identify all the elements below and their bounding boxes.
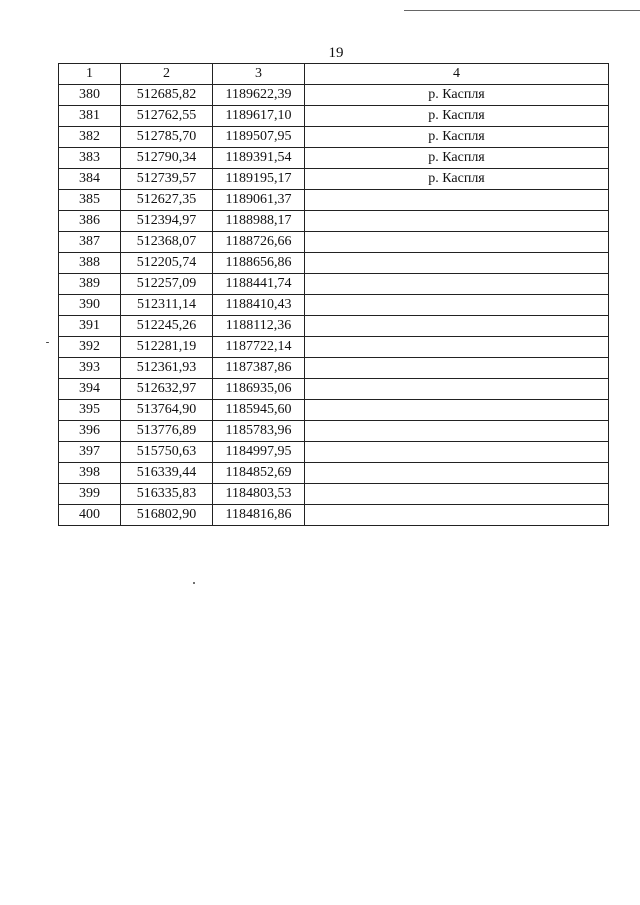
point-number-cell: 400 xyxy=(59,505,121,526)
point-number-cell: 392 xyxy=(59,337,121,358)
description-cell xyxy=(305,232,609,253)
table-row xyxy=(59,379,609,400)
x-coordinate-cell: 512361,93 xyxy=(121,358,213,379)
table-row xyxy=(59,127,609,148)
scan-speck xyxy=(46,342,49,343)
x-coordinate-cell: 513776,89 xyxy=(121,421,213,442)
point-number-cell: 380 xyxy=(59,85,121,106)
point-number-cell: 395 xyxy=(59,400,121,421)
table-row xyxy=(59,421,609,442)
description-cell xyxy=(305,421,609,442)
y-coordinate-cell: 1187387,86 xyxy=(213,358,305,379)
point-number-cell: 386 xyxy=(59,211,121,232)
point-number-cell: 389 xyxy=(59,274,121,295)
table-row xyxy=(59,190,609,211)
description-cell xyxy=(305,190,609,211)
x-coordinate-cell: 516339,44 xyxy=(121,463,213,484)
coordinates-table xyxy=(58,63,609,526)
description-cell xyxy=(305,379,609,400)
y-coordinate-cell: 1187722,14 xyxy=(213,337,305,358)
point-number-cell: 381 xyxy=(59,106,121,127)
point-number-cell: 382 xyxy=(59,127,121,148)
description-cell: р. Каспля xyxy=(305,85,609,106)
table-row xyxy=(59,400,609,421)
x-coordinate-cell: 512394,97 xyxy=(121,211,213,232)
point-number-cell: 390 xyxy=(59,295,121,316)
description-cell: р. Каспля xyxy=(305,106,609,127)
table-row xyxy=(59,337,609,358)
x-coordinate-cell: 512368,07 xyxy=(121,232,213,253)
y-coordinate-cell: 1189195,17 xyxy=(213,169,305,190)
y-coordinate-cell: 1188441,74 xyxy=(213,274,305,295)
description-cell xyxy=(305,463,609,484)
scan-speck xyxy=(193,582,195,584)
table-row xyxy=(59,295,609,316)
description-cell: р. Каспля xyxy=(305,169,609,190)
y-coordinate-cell: 1185945,60 xyxy=(213,400,305,421)
column-header-1: 1 xyxy=(59,64,121,85)
description-cell xyxy=(305,505,609,526)
point-number-cell: 388 xyxy=(59,253,121,274)
y-coordinate-cell: 1189391,54 xyxy=(213,148,305,169)
x-coordinate-cell: 516802,90 xyxy=(121,505,213,526)
y-coordinate-cell: 1185783,96 xyxy=(213,421,305,442)
table-row xyxy=(59,232,609,253)
x-coordinate-cell: 512311,14 xyxy=(121,295,213,316)
x-coordinate-cell: 513764,90 xyxy=(121,400,213,421)
y-coordinate-cell: 1188656,86 xyxy=(213,253,305,274)
x-coordinate-cell: 512281,19 xyxy=(121,337,213,358)
x-coordinate-cell: 512245,26 xyxy=(121,316,213,337)
x-coordinate-cell: 512205,74 xyxy=(121,253,213,274)
description-cell xyxy=(305,442,609,463)
y-coordinate-cell: 1184816,86 xyxy=(213,505,305,526)
description-cell: р. Каспля xyxy=(305,127,609,148)
table-row xyxy=(59,442,609,463)
column-header-4: 4 xyxy=(305,64,609,85)
y-coordinate-cell: 1188726,66 xyxy=(213,232,305,253)
column-header-2: 2 xyxy=(121,64,213,85)
y-coordinate-cell: 1189622,39 xyxy=(213,85,305,106)
point-number-cell: 385 xyxy=(59,190,121,211)
x-coordinate-cell: 512785,70 xyxy=(121,127,213,148)
x-coordinate-cell: 515750,63 xyxy=(121,442,213,463)
page-number: 19 xyxy=(328,45,344,61)
column-header-3: 3 xyxy=(213,64,305,85)
description-cell: р. Каспля xyxy=(305,148,609,169)
description-cell xyxy=(305,316,609,337)
point-number-cell: 383 xyxy=(59,148,121,169)
description-cell xyxy=(305,295,609,316)
x-coordinate-cell: 516335,83 xyxy=(121,484,213,505)
x-coordinate-cell: 512762,55 xyxy=(121,106,213,127)
y-coordinate-cell: 1186935,06 xyxy=(213,379,305,400)
point-number-cell: 387 xyxy=(59,232,121,253)
y-coordinate-cell: 1184852,69 xyxy=(213,463,305,484)
point-number-cell: 384 xyxy=(59,169,121,190)
x-coordinate-cell: 512257,09 xyxy=(121,274,213,295)
table-row xyxy=(59,148,609,169)
point-number-cell: 393 xyxy=(59,358,121,379)
table-row xyxy=(59,463,609,484)
x-coordinate-cell: 512627,35 xyxy=(121,190,213,211)
y-coordinate-cell: 1189061,37 xyxy=(213,190,305,211)
table-row xyxy=(59,169,609,190)
y-coordinate-cell: 1188410,43 xyxy=(213,295,305,316)
scan-edge-line xyxy=(404,10,640,11)
point-number-cell: 394 xyxy=(59,379,121,400)
description-cell xyxy=(305,400,609,421)
table-row xyxy=(59,316,609,337)
description-cell xyxy=(305,211,609,232)
table-row xyxy=(59,505,609,526)
table-row xyxy=(59,253,609,274)
y-coordinate-cell: 1184803,53 xyxy=(213,484,305,505)
y-coordinate-cell: 1189507,95 xyxy=(213,127,305,148)
y-coordinate-cell: 1184997,95 xyxy=(213,442,305,463)
x-coordinate-cell: 512790,34 xyxy=(121,148,213,169)
point-number-cell: 399 xyxy=(59,484,121,505)
x-coordinate-cell: 512632,97 xyxy=(121,379,213,400)
y-coordinate-cell: 1188112,36 xyxy=(213,316,305,337)
table-row xyxy=(59,106,609,127)
description-cell xyxy=(305,274,609,295)
table-header-row xyxy=(59,64,609,85)
description-cell xyxy=(305,484,609,505)
table-row xyxy=(59,274,609,295)
point-number-cell: 397 xyxy=(59,442,121,463)
point-number-cell: 391 xyxy=(59,316,121,337)
table-body xyxy=(59,85,609,526)
table-row xyxy=(59,358,609,379)
y-coordinate-cell: 1188988,17 xyxy=(213,211,305,232)
point-number-cell: 396 xyxy=(59,421,121,442)
point-number-cell: 398 xyxy=(59,463,121,484)
y-coordinate-cell: 1189617,10 xyxy=(213,106,305,127)
table-row xyxy=(59,484,609,505)
description-cell xyxy=(305,253,609,274)
description-cell xyxy=(305,358,609,379)
description-cell xyxy=(305,337,609,358)
table-row xyxy=(59,211,609,232)
x-coordinate-cell: 512685,82 xyxy=(121,85,213,106)
x-coordinate-cell: 512739,57 xyxy=(121,169,213,190)
table-row xyxy=(59,85,609,106)
